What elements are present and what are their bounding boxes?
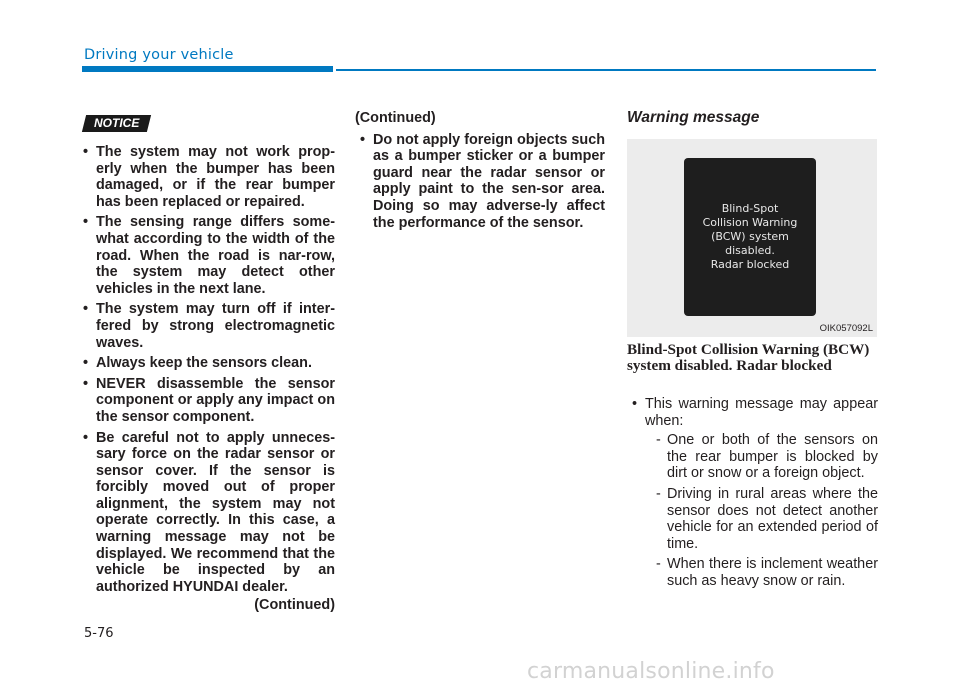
cluster-display [684,158,816,316]
warning-list [627,396,878,590]
notice-item: • The sensing range differs some-what according to the width of the road. When the road is nar-row, the system may detect other vehicles in the next lane. [78,214,335,297]
notice-item: • NEVER disassemble the sensor component or apply any impact on the sensor component. [78,376,335,426]
notice-column [78,144,335,614]
header-rule-thin [336,69,876,71]
notice-item: • Be careful not to apply unneces-sary force on the radar sensor or sensor cover. If the sensor is forcibly moved out of proper alignment, the system may not operate correctly. In this case, a warning message may not be displayed. We recommend that the vehicle be inspected by an authorized HYUNDAI dealer. [78,430,335,596]
notice-item: • The system may turn off if inter-fered by strong electromagnetic waves. [78,301,335,351]
condition-item: - One or both of the sensors on the rear bumper is blocked by dirt or snow or a foreign object. [645,432,878,482]
watermark: carmanualsonline.info [527,659,775,684]
notice-continued-list [355,132,605,232]
notice-item: • Do not apply foreign objects such as a bumper sticker or a bumper guard near the radar sensor or apply paint to the sen-sor area. Doing so may adverse-ly affect the performance of the sensor. [355,132,605,232]
warning-item [627,396,878,590]
warning-body [627,396,878,594]
figure-code: OIK057092L [819,323,873,334]
notice-badge [82,115,151,132]
notice-continued-column [355,110,605,235]
header-rule-thick [82,66,333,72]
section-title: Driving your vehicle [84,47,234,63]
notice-item: • The system may not work prop-erly when the bumper has been damaged, or if the rear bumper has been replaced or repaired. [78,144,335,210]
page-number: 5-76 [84,626,114,641]
display-message: Blind-Spot Collision Warning (BCW) system disabled. Radar blocked [702,202,798,271]
notice-badge-label: NOTICE [93,116,140,130]
condition-item: - Driving in rural areas where the sensor does not detect another vehicle for an extended period of time. [645,486,878,552]
notice-item: • Always keep the sensors clean. [78,355,335,372]
cluster-figure [627,139,877,337]
notice-list [78,144,335,595]
warning-heading: Warning message [627,109,760,126]
continued-head: (Continued) [355,110,436,126]
continued-label: (Continued) [254,597,335,614]
warning-subheading: Blind-Spot Collision Warning (BCW) system disabled. Radar blocked [627,341,870,375]
warning-item-text: This warning message may appear when: [645,396,878,429]
condition-item: - When there is inclement weather such as heavy snow or rain. [645,556,878,589]
condition-list [645,432,878,589]
